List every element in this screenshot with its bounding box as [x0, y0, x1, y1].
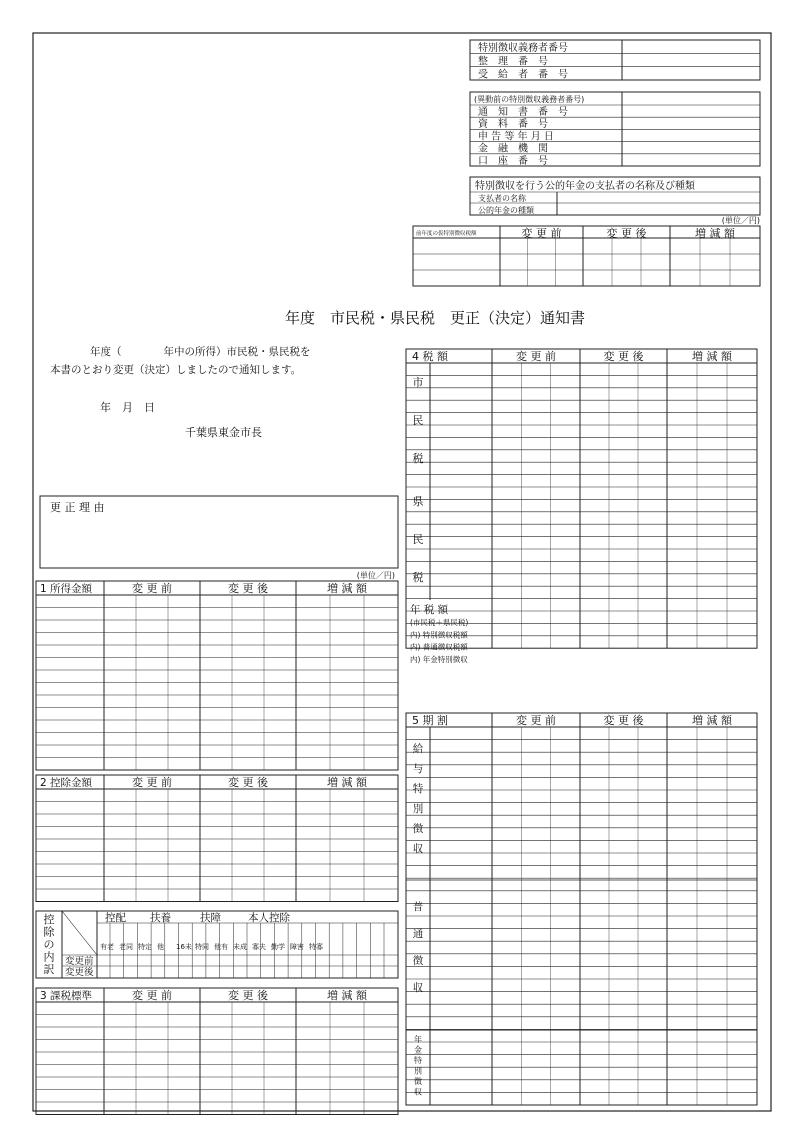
tax-base-table-col-2: 増 減 額: [327, 989, 367, 1002]
breakdown-sub-10: 障害: [290, 943, 304, 951]
period-col-1: 変 更 後: [603, 714, 644, 727]
notice-issuer: 千葉県東金市長: [185, 426, 262, 439]
notice-date: 年 月 日: [100, 401, 155, 414]
notice-line-1: 年度（ 年中の所得）市民税・県民税を: [90, 346, 311, 358]
tax-col-2: 増 減 額: [692, 350, 732, 363]
deduction-table-label: 2 控除金額: [40, 777, 93, 789]
pref-tax-side-1: 民: [412, 533, 424, 546]
deduction-table: [36, 775, 398, 902]
prev-col-1: 変 更 後: [606, 227, 647, 240]
salary-side-2: 特: [412, 783, 424, 795]
tax-base-table-col-1: 変 更 後: [228, 989, 268, 1002]
pref-tax-side-2: 税: [412, 571, 424, 584]
pre-change-label-3: 金 融 機 関: [478, 143, 548, 155]
tax-summary-2: 内) 特別徴収税額: [410, 630, 468, 640]
breakdown-sub-1: 老同: [119, 943, 133, 951]
income-table-col-0: 変 更 前: [132, 582, 172, 595]
deduction-table-col-1: 変 更 後: [228, 776, 268, 789]
breakdown-sub-0: 有老: [100, 943, 114, 951]
prev-year-label: 前年度の仮特別徴収税額: [416, 231, 477, 237]
city-tax-side-1: 民: [412, 414, 424, 427]
income-table: [36, 581, 398, 770]
info-label-0: 特別徴収義務者番号: [478, 43, 568, 54]
breakdown-group-1: 扶養: [150, 912, 171, 924]
pension-row-0: 支払者の名称: [478, 194, 526, 203]
page-title: 年度 市民税・県民税 更正（決定）通知書: [285, 309, 586, 327]
tax-base-table-col-0: 変 更 前: [132, 989, 172, 1002]
pension-side-1: 金: [414, 1045, 422, 1055]
salary-side-0: 給: [412, 743, 424, 755]
reason-label: 更 正 理 由: [50, 501, 105, 514]
breakdown-side-1: 除: [43, 925, 55, 939]
breakdown-side-0: 控: [43, 913, 55, 926]
breakdown-sub-4: 16未: [176, 943, 192, 951]
pension-side-5: 収: [414, 1087, 422, 1097]
salary-side-3: 別: [412, 803, 424, 815]
breakdown-sub-2: 特定: [138, 943, 152, 951]
pre-change-label-2: 申 告 等 年 月 日: [478, 131, 554, 143]
tax-summary-1: (市民税＋県民税): [410, 618, 469, 628]
pre-change-label-0: 通 知 書 番 号: [478, 107, 568, 118]
info-label-2: 受 給 者 番 号: [478, 69, 568, 81]
period-col-2: 増 減 額: [692, 714, 732, 727]
pre-change-header: (異動前の特別徴収義務者番号): [474, 95, 585, 104]
pre-change-label-1: 資 料 番 号: [478, 119, 548, 131]
pension-side-3: 別: [414, 1066, 422, 1076]
breakdown-sub-7: 未成: [233, 943, 247, 951]
breakdown-sub-6: 他有: [214, 943, 228, 951]
tax-base-table: [36, 988, 398, 1115]
income-table-col-1: 変 更 後: [228, 582, 268, 595]
breakdown-side-3: 内: [43, 950, 55, 964]
period-table: [406, 713, 757, 1105]
normal-side-0: 普: [412, 901, 424, 913]
salary-side-4: 徴: [412, 823, 424, 835]
breakdown-row-after: 変更後: [65, 967, 94, 978]
normal-side-1: 通: [412, 928, 424, 940]
deduction-table-col-0: 変 更 前: [132, 776, 172, 789]
pension-side-0: 年: [414, 1035, 422, 1044]
breakdown-side-4: 訳: [43, 963, 55, 976]
tax-summary-4: 内) 年金特別徴収: [410, 654, 468, 664]
tax-table: [406, 349, 757, 648]
prev-col-0: 変 更 前: [521, 227, 562, 240]
breakdown-group-0: 控配: [105, 912, 126, 924]
pension-row-1: 公的年金の種類: [478, 206, 534, 215]
period-label: 5 期 割: [412, 714, 448, 727]
pre-change-label-4: 口 座 番 号: [478, 155, 548, 167]
tax-col-0: 変 更 前: [516, 350, 556, 363]
pref-tax-side-0: 県: [412, 495, 424, 508]
breakdown-sub-8: 寡夫: [252, 943, 266, 951]
tax-summary-0: 年 税 額: [410, 604, 449, 616]
breakdown-group-2: 扶障: [200, 912, 221, 924]
pension-header: 特別徴収を行う公的年金の支払者の名称及び種類: [475, 181, 695, 192]
prev-col-2: 増 減 額: [695, 227, 735, 240]
normal-side-3: 収: [412, 982, 424, 994]
city-tax-side-0: 市: [412, 376, 424, 389]
salary-side-5: 収: [412, 843, 424, 855]
breakdown-row-before: 変更前: [65, 956, 94, 967]
breakdown-sub-9: 勤学: [271, 943, 285, 951]
info-label-1: 整 理 番 号: [478, 56, 548, 68]
tax-col-1: 変 更 後: [603, 350, 644, 363]
tax-label: 4 税 額: [412, 350, 448, 363]
income-table-label: 1 所得金額: [40, 583, 93, 595]
normal-side-2: 徴: [412, 955, 424, 967]
notice-line-2: 本書のとおり変更（決定）しましたので通知します。: [50, 364, 302, 376]
pension-side-4: 徴: [414, 1077, 422, 1086]
salary-side-1: 与: [412, 763, 424, 775]
tax-base-table-label: 3 課税標準: [40, 990, 93, 1002]
deduction-table-col-2: 増 減 額: [327, 776, 367, 789]
breakdown-sub-11: 特寡: [309, 943, 323, 951]
breakdown-sub-3: 他: [157, 943, 164, 951]
breakdown-sub-5: 特同: [195, 943, 209, 951]
breakdown-group-3: 本人控除: [248, 912, 290, 924]
unit-label-top: (単位／円): [721, 216, 760, 225]
income-table-col-2: 増 減 額: [327, 582, 367, 595]
breakdown-side-2: の: [43, 938, 55, 951]
pension-side-2: 特: [414, 1056, 422, 1065]
tax-summary-3: 内) 普通徴収税額: [410, 642, 468, 652]
breakdown-diagonal: [62, 911, 97, 955]
unit-label-left: (単位／円): [356, 571, 395, 580]
period-col-0: 変 更 前: [516, 714, 556, 727]
city-tax-side-2: 税: [412, 452, 424, 465]
